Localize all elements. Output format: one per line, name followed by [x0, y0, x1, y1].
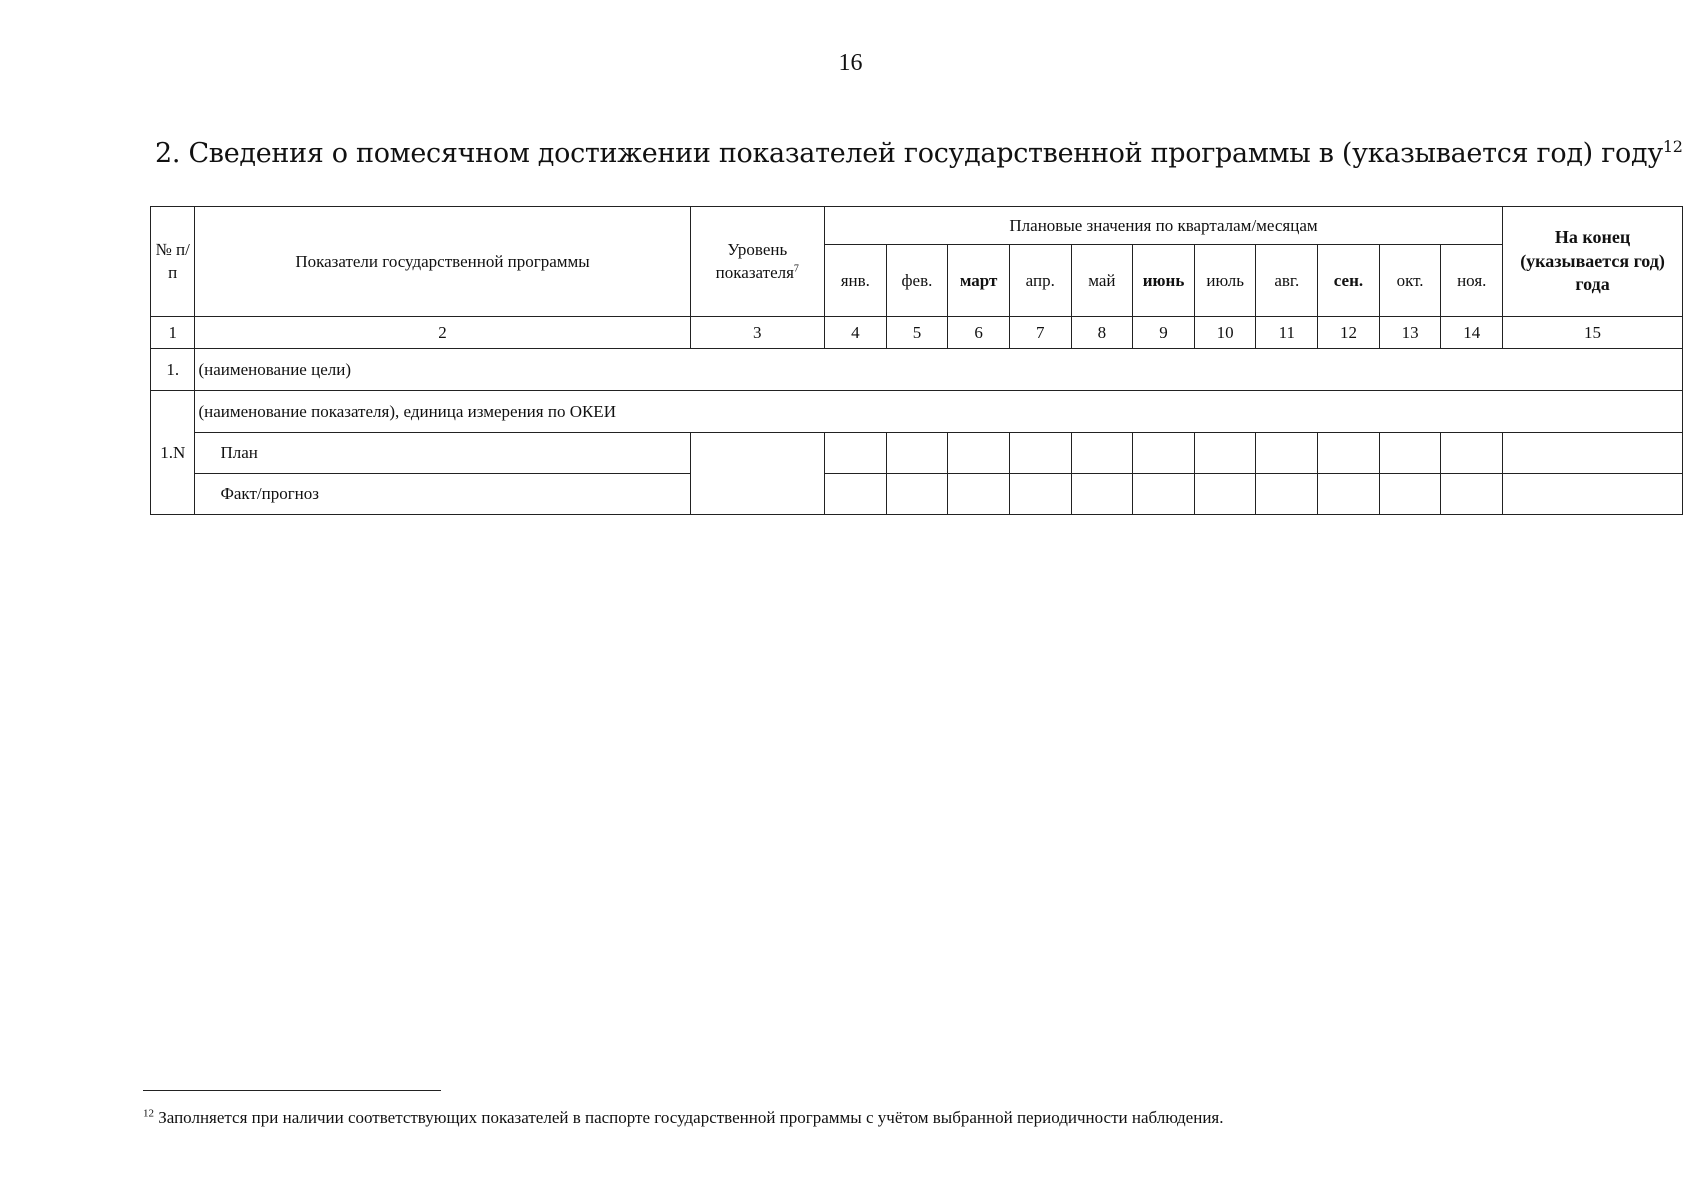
- plan-value-cell: [1441, 433, 1503, 474]
- header-row-1: [151, 207, 1683, 245]
- plan-value-cell: [1194, 433, 1256, 474]
- plan-value-cell: [1071, 433, 1133, 474]
- footnote-text: Заполняется при наличии соответствующих показателей в паспорте государственной программы с учётом выбранной периодичности наблюдения.: [158, 1108, 1224, 1127]
- goal-name: (наименование цели): [195, 349, 1683, 391]
- fact-value-cell: [1071, 474, 1133, 515]
- column-number: 7: [1009, 317, 1071, 349]
- header-end-of-year: На конец (указывается год) года: [1503, 207, 1683, 317]
- section-title: [155, 138, 1683, 169]
- indicator-name: (наименование показателя), единица измерения по ОКЕИ: [195, 391, 1683, 433]
- column-number: 4: [825, 317, 887, 349]
- column-number: 11: [1256, 317, 1318, 349]
- month-header: июль: [1194, 245, 1256, 317]
- column-number: 1: [151, 317, 195, 349]
- fact-value-cell: [1441, 474, 1503, 515]
- fact-value-cell: [1379, 474, 1441, 515]
- header-level-text: Уровень показателя: [715, 240, 794, 282]
- fact-label: Факт/прогноз: [195, 474, 690, 515]
- fact-row: [151, 474, 1683, 515]
- header-indicators: Показатели государственной программы: [195, 207, 690, 317]
- plan-value-cell: [948, 433, 1010, 474]
- month-header: июнь: [1133, 245, 1195, 317]
- fact-value-cell: [825, 474, 887, 515]
- month-header: окт.: [1379, 245, 1441, 317]
- month-header: сен.: [1318, 245, 1380, 317]
- fact-value-cell: [948, 474, 1010, 515]
- fact-value-cell: [886, 474, 948, 515]
- month-header: апр.: [1009, 245, 1071, 317]
- column-number: 5: [886, 317, 948, 349]
- footnote-divider: [143, 1090, 441, 1091]
- header-planned: Плановые значения по кварталам/месяцам: [825, 207, 1503, 245]
- column-number: 15: [1503, 317, 1683, 349]
- indicator-number: 1.N: [151, 391, 195, 515]
- fact-value-cell: [1256, 474, 1318, 515]
- plan-value-cell: [1503, 433, 1683, 474]
- indicators-table: [150, 206, 1683, 515]
- plan-value-cell: [1133, 433, 1195, 474]
- fact-value-cell: [1194, 474, 1256, 515]
- column-number: 6: [948, 317, 1010, 349]
- footnote-number: 12: [143, 1107, 154, 1120]
- footnote: [143, 1108, 1224, 1128]
- level-footnote-ref: 7: [793, 262, 799, 274]
- page-number: 16: [838, 50, 863, 76]
- section-title-text: 2. Сведения о помесячном достижении показателей государственной программы в (указывается год) году: [155, 138, 1663, 169]
- month-header: янв.: [825, 245, 887, 317]
- column-number: 13: [1379, 317, 1441, 349]
- header-num: № п/п: [151, 207, 195, 317]
- plan-value-cell: [1256, 433, 1318, 474]
- plan-value-cell: [1318, 433, 1380, 474]
- plan-row: [151, 433, 1683, 474]
- column-number: 8: [1071, 317, 1133, 349]
- column-number: 3: [690, 317, 824, 349]
- month-header: май: [1071, 245, 1133, 317]
- indicator-row: [151, 391, 1683, 433]
- month-header: авг.: [1256, 245, 1318, 317]
- column-number-row: [151, 317, 1683, 349]
- column-number: 9: [1133, 317, 1195, 349]
- month-header: ноя.: [1441, 245, 1503, 317]
- fact-value-cell: [1009, 474, 1071, 515]
- column-number: 12: [1318, 317, 1380, 349]
- column-number: 10: [1194, 317, 1256, 349]
- fact-value-cell: [1133, 474, 1195, 515]
- fact-value-cell: [1503, 474, 1683, 515]
- plan-label: План: [195, 433, 690, 474]
- plan-value-cell: [1009, 433, 1071, 474]
- title-footnote-ref: 12: [1662, 137, 1683, 156]
- goal-number: 1.: [151, 349, 195, 391]
- plan-value-cell: [886, 433, 948, 474]
- goal-row: [151, 349, 1683, 391]
- plan-value-cell: [1379, 433, 1441, 474]
- plan-value-cell: [825, 433, 887, 474]
- month-header: фев.: [886, 245, 948, 317]
- header-level: [690, 207, 824, 317]
- column-number: 14: [1441, 317, 1503, 349]
- column-number: 2: [195, 317, 690, 349]
- month-header: март: [948, 245, 1010, 317]
- level-value-cell: [690, 433, 824, 515]
- fact-value-cell: [1318, 474, 1380, 515]
